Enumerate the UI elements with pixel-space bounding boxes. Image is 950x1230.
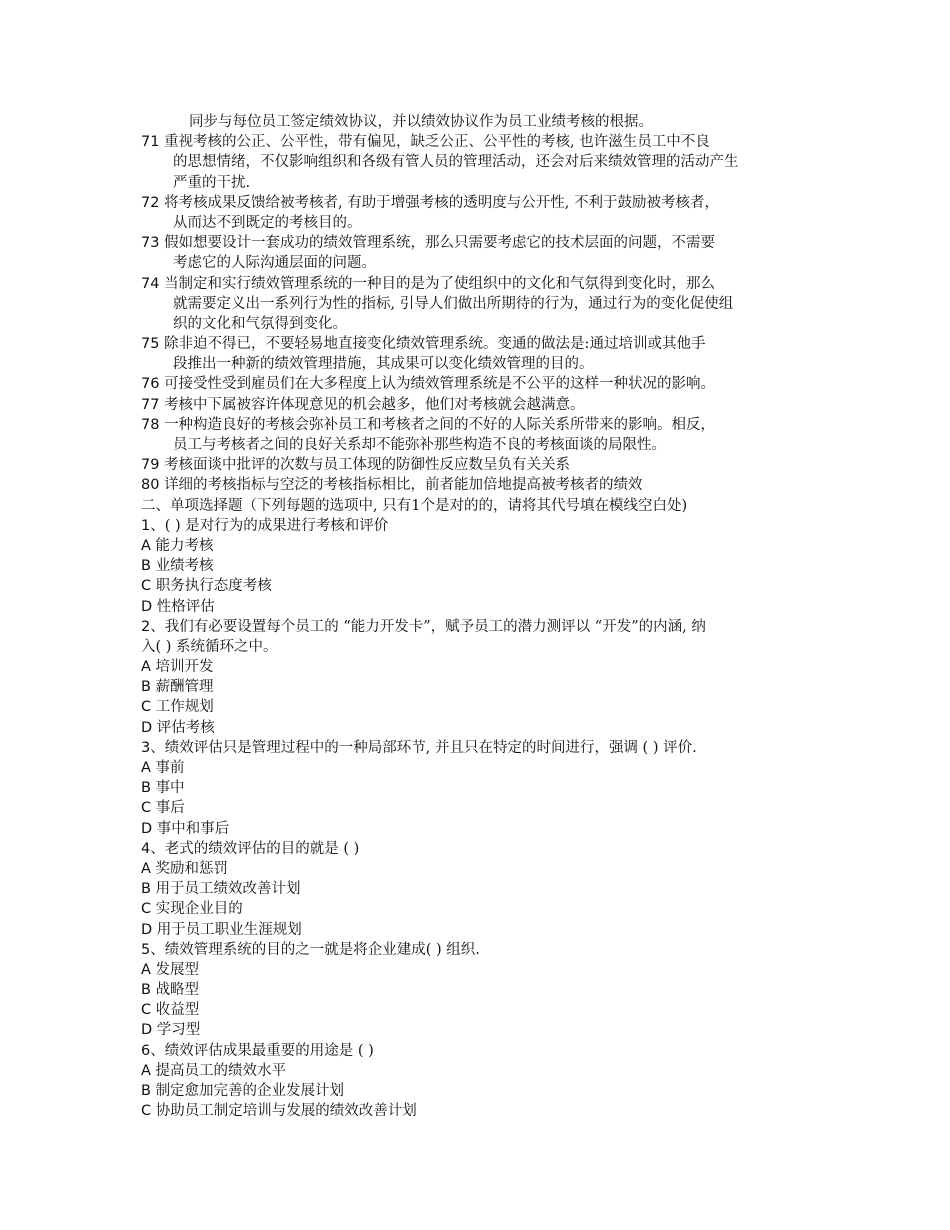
question-number: 6 [141, 1042, 151, 1059]
statement-text: 考虑它的人际沟通层面的问题。 [173, 255, 376, 272]
option-line [141, 576, 821, 596]
statement-number: 77 [141, 396, 160, 413]
statement-number: 79 [141, 457, 160, 474]
option-line [141, 778, 821, 798]
option-letter: B [141, 881, 151, 898]
option-text: 业绩考核 [155, 558, 214, 575]
option-line [141, 556, 821, 576]
option-line [141, 1020, 821, 1040]
question-text: 、绩效评估成果最重要的用途是 ( ) [150, 1042, 374, 1059]
statement-item [141, 395, 821, 415]
option-letter: A [141, 1062, 151, 1079]
statement-text: 员工与考核者之间的良好关系却不能弥补那些构造不良的考核面谈的局限性。 [173, 437, 666, 453]
statement-item [141, 132, 821, 193]
option-line [141, 819, 821, 839]
option-line [141, 1000, 821, 1020]
statement-item [141, 455, 821, 475]
option-text: 制定愈加完善的企业发展计划 [155, 1083, 345, 1099]
option-line [141, 1061, 821, 1081]
option-text: 发展型 [155, 961, 200, 978]
option-letter: C [141, 699, 152, 716]
statement-item [141, 374, 821, 394]
option-line [141, 1081, 821, 1101]
statement-number: 71 [141, 134, 160, 151]
statement-line [141, 152, 821, 172]
option-letter: A [141, 860, 151, 877]
option-line [141, 980, 821, 1000]
option-letter: D [141, 719, 153, 736]
statement-line [141, 314, 821, 334]
question-item [141, 516, 821, 617]
option-text: 用于员工职业生涯规划 [156, 921, 302, 938]
statement-line [141, 274, 821, 294]
question-line [141, 940, 821, 960]
statement-text: 将考核成果反馈给被考核者, 有助于增强考核的透明度与公开性, 不利于鼓励被考核者， [164, 194, 719, 211]
question-number: 1 [141, 517, 151, 534]
question-line [141, 839, 821, 859]
statement-line [141, 374, 821, 394]
option-line [141, 697, 821, 717]
question-text: 、( ) 是对行为的成果进行考核和评价 [150, 517, 389, 534]
statement-number: 80 [141, 477, 160, 494]
statement-text: 可接受性受到雇员们在大多程度上认为绩效管理系统是不公平的这样一种状况的影响。 [164, 376, 716, 393]
question-number: 4 [141, 840, 151, 857]
option-line [141, 677, 821, 697]
statement-line [141, 213, 821, 233]
option-text: 职务执行态度考核 [155, 578, 272, 595]
statement-text: 的思想情绪，不仅影响组织和各级有管人员的管理活动，还会对后来绩效管理的活动产生 [173, 154, 739, 171]
statement-line [141, 253, 821, 273]
section-title: 二、单项选择题（下列每题的选项中, 只有1个是对的的，请将其代号填在模线空白处) [141, 497, 688, 514]
document-page [141, 112, 821, 1121]
question-line [141, 617, 821, 637]
statement-item [141, 233, 821, 273]
statement-number: 76 [141, 376, 160, 393]
option-letter: A [141, 537, 151, 554]
option-text: 收益型 [155, 1002, 200, 1019]
statement-line [141, 193, 821, 213]
option-text: 学习型 [156, 1022, 201, 1039]
question-text: 、老式的绩效评估的目的就是 ( ) [150, 840, 360, 857]
statement-line [141, 132, 821, 152]
option-text: 性格评估 [156, 598, 215, 615]
option-letter: C [141, 901, 152, 918]
question-text: 、绩效管理系统的目的之一就是将企业建成( ) 组织. [150, 941, 480, 958]
option-letter: B [141, 982, 151, 999]
statement-number: 74 [141, 275, 160, 292]
option-text: 工作规划 [155, 699, 214, 716]
option-text: 事前 [155, 760, 185, 776]
question-line [141, 1041, 821, 1061]
statement-text: 除非迫不得已，不要轻易地直接变化绩效管理系统。变通的做法是:通过培训或其他手 [164, 336, 706, 353]
option-line [141, 597, 821, 617]
option-letter: D [141, 598, 153, 615]
statement-item [141, 193, 821, 233]
option-letter: C [141, 800, 152, 817]
question-item [141, 839, 821, 940]
question-line [141, 637, 821, 657]
option-text: 薪酬管理 [155, 679, 214, 696]
option-letter: D [141, 921, 153, 938]
option-letter: A [141, 760, 151, 776]
option-line [141, 879, 821, 899]
question-text: 、绩效评估只是管理过程中的一种局部环节, 并且只在特定的时间进行，强调 ( ) 评价. [150, 739, 697, 756]
option-letter: C [141, 1002, 152, 1019]
option-line [141, 1101, 821, 1121]
option-line [141, 657, 821, 677]
option-letter: C [141, 578, 152, 595]
option-line [141, 758, 821, 778]
statement-text: 就需要定义出一系列行为性的指标, 引导人们做出所期待的行为，通过行为的变化促使组 [173, 295, 734, 312]
question-item [141, 940, 821, 1041]
statement-text: 考核面谈中批评的次数与员工体现的防御性反应数呈负有关关系 [164, 457, 571, 474]
option-letter: A [141, 961, 151, 978]
statement-item [141, 415, 821, 455]
option-letter: B [141, 780, 151, 797]
option-text: 提高员工的绩效水平 [155, 1062, 287, 1079]
statement-item [141, 334, 821, 374]
statement-line [141, 455, 821, 475]
statement-line [141, 294, 821, 314]
statement-line [141, 334, 821, 354]
statement-line [141, 415, 821, 435]
option-text: 协助员工制定培训与发展的绩效改善计划 [155, 1103, 417, 1120]
statement-text: 从而达不到既定的考核目的。 [173, 214, 362, 231]
statement-line [141, 173, 821, 193]
question-text: 入( ) 系统循环之中。 [141, 638, 278, 655]
option-line [141, 859, 821, 879]
statement-text: 重视考核的公正、公平性，带有偏见，缺乏公正、公平性的考核, 也许滋生员工中不良 [164, 134, 710, 151]
option-text: 能力考核 [155, 537, 214, 554]
question-number: 3 [141, 739, 151, 756]
statement-number: 73 [141, 235, 160, 252]
statement-text: 严重的干扰. [173, 174, 251, 191]
option-line [141, 536, 821, 556]
option-letter: B [141, 679, 151, 696]
option-letter: A [141, 659, 151, 676]
statement-number: 78 [141, 416, 160, 433]
option-text: 培训开发 [155, 659, 214, 676]
statement-line [141, 395, 821, 415]
option-text: 奖励和惩罚 [155, 860, 229, 877]
option-text: 评估考核 [156, 719, 215, 736]
option-letter: C [141, 1103, 152, 1120]
statement-text: 假如想要设计一套成功的绩效管理系统，那么只需要考虑它的技术层面的问题，不需要 [164, 235, 716, 252]
statement-item [141, 475, 821, 495]
statement-text: 考核中下属被容许体现意见的机会越多，他们对考核就会越满意。 [164, 396, 585, 413]
option-text: 事中和事后 [156, 820, 230, 837]
statement-number: 72 [141, 194, 160, 211]
statement-text: 当制定和实行绩效管理系统的一种目的是为了使组织中的文化和气氛得到变化时，那么 [164, 275, 716, 292]
statement-line [141, 475, 821, 495]
question-line [141, 738, 821, 758]
statement-text: 详细的考核指标与空泛的考核指标相比，前者能加倍地提高被考核者的绩效 [164, 477, 643, 494]
option-line [141, 798, 821, 818]
option-text: 事中 [155, 780, 185, 797]
option-line [141, 899, 821, 919]
option-letter: B [141, 1083, 151, 1099]
option-text: 事后 [155, 800, 185, 817]
true-false-list [141, 132, 821, 495]
option-text: 实现企业目的 [155, 901, 243, 918]
option-line [141, 920, 821, 940]
question-number: 5 [141, 941, 151, 958]
statement-line [141, 435, 821, 455]
statement-text: 一种构造良好的考核会弥补员工和考核者之间的不好的人际关系所带来的影响。相反， [164, 416, 716, 433]
statement-text: 织的文化和气氛得到变化。 [173, 315, 347, 332]
question-number: 2 [141, 618, 151, 635]
option-line [141, 960, 821, 980]
lead-line: 同步与每位员工签定绩效协议，并以绩效协议作为员工业绩考核的根据。 [189, 114, 653, 130]
statement-line [141, 354, 821, 374]
statement-number: 75 [141, 336, 160, 353]
question-item [141, 617, 821, 738]
multiple-choice-list [141, 516, 821, 1122]
question-text: 、我们有必要设置每个员工的 “能力开发卡”，赋予员工的潜力测评以 “开发”的内涵, 纳 [150, 618, 706, 635]
statement-line [141, 233, 821, 253]
option-line [141, 718, 821, 738]
option-letter: B [141, 558, 151, 575]
statement-text: 段推出一种新的绩效管理措施，其成果可以变化绩效管理的目的。 [173, 356, 594, 373]
option-text: 战略型 [155, 982, 200, 999]
statement-item [141, 274, 821, 335]
question-item [141, 1041, 821, 1122]
option-letter: D [141, 1022, 153, 1039]
option-text: 用于员工绩效改善计划 [155, 881, 301, 898]
question-line [141, 516, 821, 536]
question-item [141, 738, 821, 839]
option-letter: D [141, 820, 153, 837]
